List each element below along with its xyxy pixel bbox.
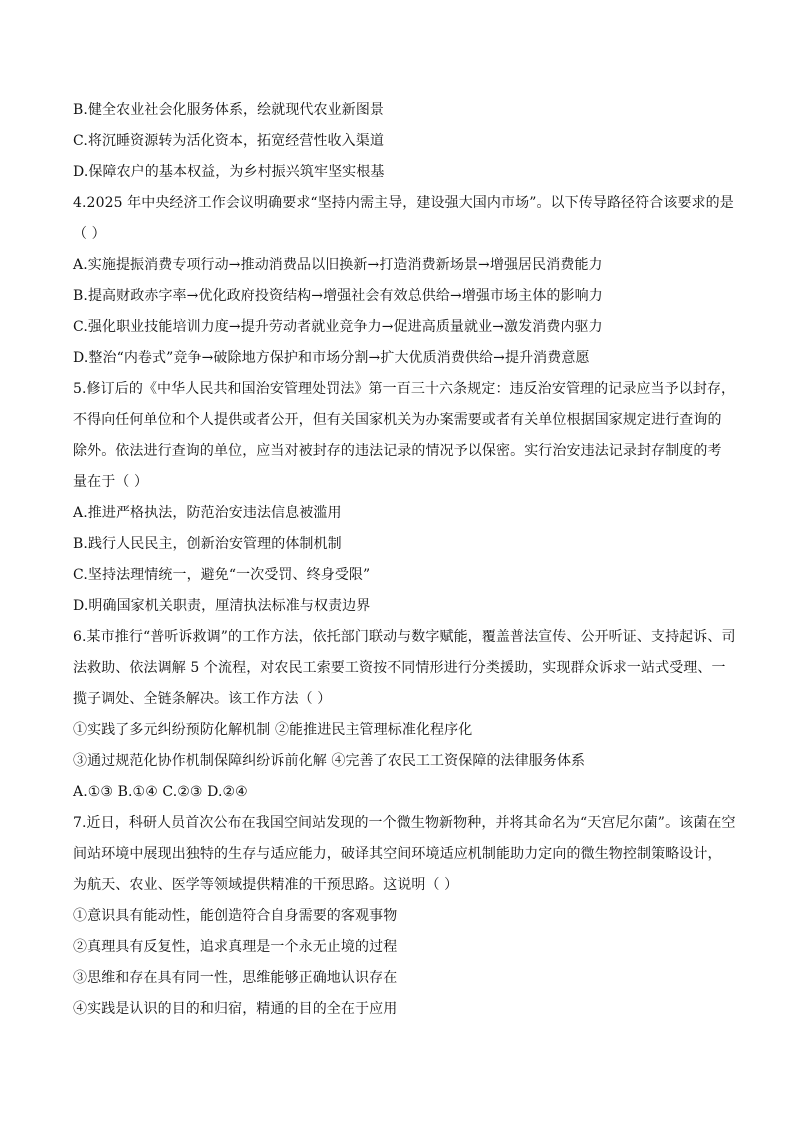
q7-statement-1: ①意识具有能动性，能创造符合自身需要的客观事物: [73, 908, 398, 924]
q6-stem-line-1: 6.某市推行“普听诉救调”的工作方法，依托部门联动与数字赋能，覆盖普法宣传、公开听证、支持起诉、司: [73, 629, 736, 645]
q3-option-c: C.将沉睡资源转为活化资本，拓宽经营性收入渠道: [73, 133, 384, 149]
q6-statements-1-2: ①实践了多元纠纷预防化解机制 ②能推进民主管理标准化程序化: [73, 722, 473, 738]
q6-stem-line-3: 揽子调处、全链条解决。该工作方法（ ）: [73, 691, 332, 707]
q7-stem-line-3: 为航天、农业、医学等领域提供精准的干预思路。这说明（ ）: [73, 877, 459, 893]
q4-option-c: C.强化职业技能培训力度→提升劳动者就业竞争力→促进高质量就业→激发消费内驱力: [73, 319, 603, 335]
q5-option-c: C.坚持法理情统一，避免“一次受罚、终身受限”: [73, 567, 371, 583]
question-5: [73, 379, 736, 616]
q7-statement-3: ③思维和存在具有同一性，思维能够正确地认识存在: [73, 970, 398, 986]
q4-option-d: D.整治“内卷式”竞争→破除地方保护和市场分割→扩大优质消费供给→提升消费意愿: [73, 350, 590, 366]
question-7: [73, 813, 736, 1019]
q7-statement-2: ②真理具有反复性，追求真理是一个永无止境的过程: [73, 939, 398, 955]
question-4: [73, 193, 734, 368]
q4-stem-line-1: 4.2025 年中央经济工作会议明确要求“坚持内需主导，建设强大国内市场”。以下传导路径符合该要求的是: [73, 195, 734, 211]
q7-statement-4: ④实践是认识的目的和归宿，精通的目的全在于应用: [73, 1001, 398, 1017]
q5-stem-line-4: 量在于（ ）: [73, 474, 149, 490]
q5-stem-line-2: 不得向任何单位和个人提供或者公开，但有关国家机关为办案需要或者有关单位根据国家规定进行查询的: [73, 412, 722, 428]
q4-option-b: B.提高财政赤字率→优化政府投资结构→增强社会有效总供给→增强市场主体的影响力: [73, 288, 603, 304]
q5-option-a: A.推进严格执法，防范治安违法信息被滥用: [73, 505, 342, 521]
exam-page: [73, 100, 736, 1030]
q4-stem-line-2: （ ）: [73, 226, 106, 242]
q6-statements-3-4: ③通过规范化协作机制保障纠纷诉前化解 ④完善了农民工工资保障的法律服务体系: [73, 753, 586, 769]
q6-stem-line-2: 法救助、依法调解 5 个流程，对农民工索要工资按不同情形进行分类援助，实现群众诉求一站式受理、一: [73, 660, 726, 676]
q3-option-b: B.健全农业社会化服务体系，绘就现代农业新图景: [73, 102, 385, 118]
q5-option-d: D.明确国家机关职责，厘清执法标准与权责边界: [73, 598, 371, 614]
q4-option-a: A.实施提振消费专项行动→推动消费品以旧换新→打造消费新场景→增强居民消费能力: [73, 257, 603, 273]
q5-stem-line-1: 5.修订后的《中华人民共和国治安管理处罚法》第一百三十六条规定：违反治安管理的记录应当予以封存，: [73, 381, 736, 397]
q3-option-d: D.保障农户的基本权益，为乡村振兴筑牢坚实根基: [73, 164, 385, 180]
q7-stem-line-1: 7.近日，科研人员首次公布在我国空间站发现的一个微生物新物种，并将其命名为“天宫尼尔菌”。该菌在空: [73, 815, 736, 831]
q6-choices: A.①③ B.①④ C.②③ D.②④: [73, 784, 248, 800]
q7-stem-line-2: 间站环境中展现出独特的生存与适应能力，破译其空间环境适应机制能助力定向的微生物控制策略设计，: [73, 846, 722, 862]
question-3-tail: [73, 100, 723, 182]
question-6: [73, 627, 736, 802]
q5-stem-line-3: 除外。依法进行查询的单位，应当对被封存的违法记录的情况予以保密。实行治安违法记录封存制度的考: [73, 443, 722, 459]
q5-option-b: B.践行人民民主，创新治安管理的体制机制: [73, 536, 342, 552]
